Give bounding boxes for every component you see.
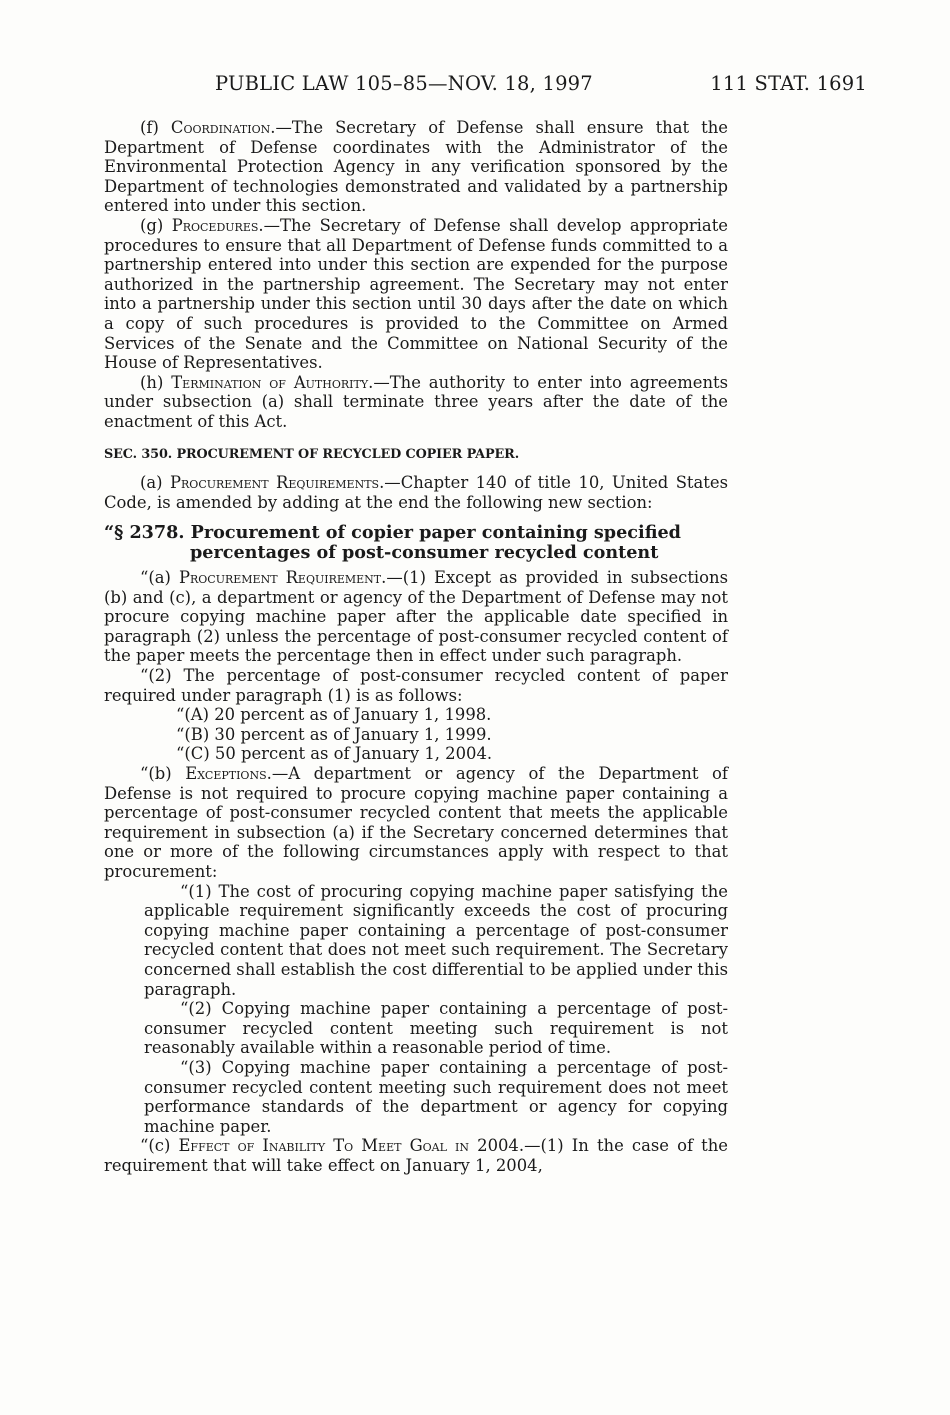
paragraph-f-text: .—The Secretary of Defense shall ensure that the Department of Defense coordinates with the Administrator of the Environmental Protection Agency in any verification sponsored by the Department of technologies demonstrated and validated by a partnership entered into under this section. [104, 118, 728, 216]
subsection-a-label: “(a) [140, 568, 179, 588]
paragraph-g-caption: Procedures [171, 215, 259, 235]
subsection-c-label: “(c) [140, 1136, 179, 1156]
document-body [104, 118, 728, 1176]
paragraph-g [104, 216, 728, 373]
subsection-a-caption: Procurement Requirement [178, 568, 382, 588]
subsection-c-text: .—(1) In the case of the requirement that will take effect on January 1, 2004, [104, 1136, 728, 1175]
section-a-text: .—Chapter 140 of title 10, United States Code, is amended by adding at the end the following new section: [104, 473, 728, 512]
paragraph-h [104, 373, 728, 432]
section-a-caption: Procurement Requirements [169, 473, 380, 493]
schedule-item-c: “(C) 50 percent as of January 1, 2004. [176, 744, 493, 764]
new-section-heading-line-2: percentages of post-consumer recycled content [190, 541, 659, 563]
subsection-a-paragraph-2: “(2) The percentage of post-consumer recycled content of paper required under paragraph (1) is as follows: [104, 666, 728, 705]
subsection-a [104, 568, 728, 666]
paragraph-g-text: .—The Secretary of Defense shall develop appropriate procedures to ensure that all Department of Defense funds committed to a partnership entered into under this section are expended for the purpose authorized in the partnership agreement. The Secretary may not enter into a partnership under this section until 30 days after the date on which a copy of such procedures is provided to the Committee on Armed Services of the Senate and the Committee on National Security of the House of Representatives. [104, 215, 728, 373]
exception-item-1: “(1) The cost of procuring copying machine paper satisfying the applicable requirement significantly exceeds the cost of procuring copying machine paper containing a percentage of post-consumer recycled content that does not meet such requirement. The Secretary concerned shall establish the cost differential to be applied under this paragraph. [144, 881, 728, 999]
subsection-c [104, 1136, 728, 1175]
section-a-label: (a) [140, 473, 170, 493]
section-heading: SEC. 350. PROCUREMENT OF RECYCLED COPIER PAPER. [104, 446, 520, 462]
public-law-citation: PUBLIC LAW 105–85—NOV. 18, 1997 [215, 72, 593, 95]
paragraph-f [104, 118, 728, 216]
paragraph-h-label: (h) [140, 372, 172, 392]
subsection-c-caption: Effect of Inability To Meet Goal in 2004 [178, 1136, 519, 1156]
subsection-b [104, 764, 728, 882]
subsection-b-caption: Exceptions [185, 764, 267, 784]
subsection-b-text: .—A department or agency of the Department of Defense is not required to procure copying machine paper containing a percentage of post-consumer recycled content that meets the applicable requirement in subsection (a) if the Secretary concerned determines that one or more of the following circumstances apply with respect to that procurement: [104, 764, 728, 881]
paragraph-g-label: (g) [140, 215, 172, 235]
subsection-b-label: “(b) [140, 764, 186, 784]
paragraph-f-label: (f) [140, 118, 171, 137]
new-section-heading [104, 523, 728, 562]
new-section-heading-line-1: “§ 2378. Procurement of copier paper containing specified [104, 522, 681, 544]
schedule-item-a: “(A) 20 percent as of January 1, 1998. [176, 705, 492, 725]
paragraph-h-caption: Termination of Authority [171, 372, 369, 392]
section-subsection-a [104, 473, 728, 512]
exception-item-2: “(2) Copying machine paper containing a percentage of post-consumer recycled content meeting such requirement is not reasonably available within a reasonable period of time. [144, 999, 728, 1058]
subsection-a-text: .—(1) Except as provided in subsections (b) and (c), a department or agency of the Department of Defense may not procure copying machine paper after the applicable date specified in paragraph (2) unless the percentage of post-consumer recycled content of the paper meets the percentage then in effect under such paragraph. [104, 568, 728, 666]
exception-item-3: “(3) Copying machine paper containing a percentage of post-consumer recycled content meeting such requirement does not meet performance standards of the department or agency for copying machine paper. [144, 1057, 728, 1136]
statute-page-number: 111 STAT. 1691 [710, 72, 867, 95]
paragraph-f-caption: Coordination [170, 118, 271, 137]
schedule-item-b: “(B) 30 percent as of January 1, 1999. [176, 724, 492, 744]
paragraph-h-text: .—The authority to enter into agreements under subsection (a) shall terminate three years after the date of the enactment of this Act. [104, 372, 729, 431]
